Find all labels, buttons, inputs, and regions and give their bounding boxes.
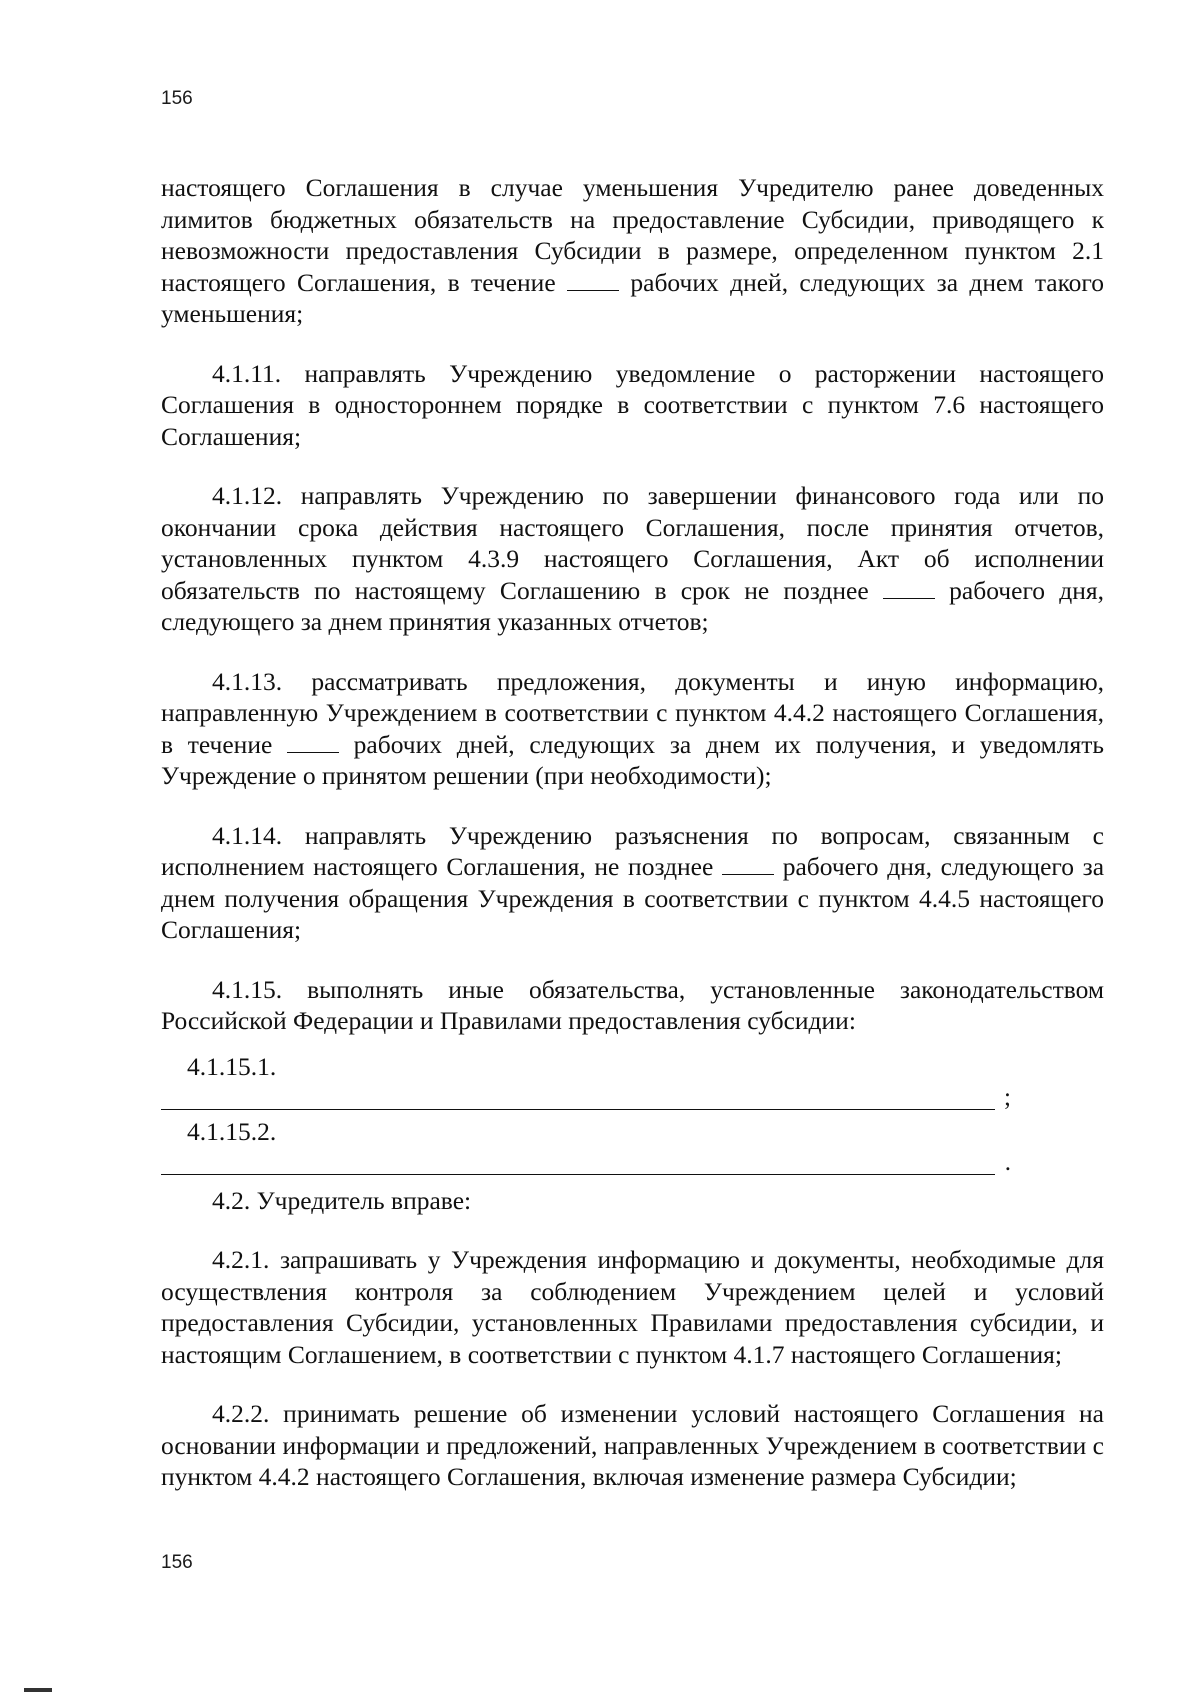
- paragraph-text: 4.1.13. рассматривать предложения, документы и иную информацию, направленную Учреждением в соответствии с пунктом 4.4.2 настоящего Соглашения, в течение: [161, 666, 1104, 759]
- fill-line-4-1-15-1: [161, 1082, 1011, 1116]
- line-end-punctuation: ;: [1004, 1084, 1011, 1111]
- page-number-bottom: 156: [161, 1552, 193, 1573]
- scan-edge-mark: [24, 1688, 52, 1692]
- clause-4-2-2: 4.2.2. принимать решение об изменении условий настоящего Соглашения на основании информации и предложений, направленных Учреждением в соответствии с пунктом 4.4.2 настоящего Соглашения, включая изменение размера Субсидии;: [161, 1399, 1104, 1491]
- paragraph-text: настоящего Соглашения в случае уменьшения Учредителю ранее доведенных лимитов бюджетных обязательств на предоставление Субсидии, приводящего к невозможности предоставления Субсидии в размере, определенном пунктом 2.1 настоящего Соглашения, в течение: [161, 173, 1104, 297]
- paragraph-text: рабочего дня, следующего за днем получения обращения Учреждения в соответствии с пунктом 4.4.5 настоящего Соглашения;: [161, 852, 1105, 944]
- blank-field: [287, 732, 339, 753]
- blank-line: [161, 1109, 995, 1110]
- clause-4-1-15: 4.1.15. выполнять иные обязательства, установленные законодательством Российской Федерации и Правилами предоставления субсидии:: [161, 974, 1104, 1035]
- paragraph-continuation: [161, 172, 1104, 330]
- clause-4-1-15-1-label: 4.1.15.1.: [187, 1051, 277, 1081]
- clause-4-2-1: 4.2.1. запрашивать у Учреждения информацию и документы, необходимые для осуществления контроля за соблюдением Учреждением целей и условий предоставления Субсидии, установленных Правилами предоставления субсидии, и настоящим Соглашением, в соответствии с пунктом 4.1.7 настоящего Соглашения;: [161, 1245, 1104, 1369]
- paragraph-text: рабочих дней, следующих за днем такого уменьшения;: [161, 267, 1105, 328]
- clause-4-1-15-2-label: 4.1.15.2.: [187, 1116, 277, 1146]
- clause-4-1-14: [161, 820, 1104, 946]
- blank-field: [567, 270, 619, 291]
- clause-4-1-12: [161, 480, 1104, 638]
- line-end-punctuation: .: [1004, 1149, 1011, 1176]
- blank-field: [722, 854, 774, 875]
- clause-4-2: 4.2. Учредитель вправе:: [212, 1185, 472, 1215]
- paragraph-text: 4.1.12. направлять Учреждению по завершении финансового года или по окончании срока действия настоящего Соглашения, после принятия отчетов, установленных пунктом 4.3.9 настоящего Соглашения, Акт об исполнении обязательств по настоящему Соглашению в срок не позднее: [161, 481, 1104, 605]
- blank-line: [161, 1174, 995, 1175]
- clause-4-1-13: [161, 666, 1104, 792]
- paragraph-text: рабочего дня, следующего за днем принятия указанных отчетов;: [161, 575, 1104, 636]
- document-body: [161, 172, 1104, 1493]
- paragraph-text: рабочих дней, следующих за днем их получения, и уведомлять Учреждение о принятом решении (при необходимости);: [161, 729, 1105, 790]
- page-number-top: 156: [161, 88, 193, 109]
- fill-line-4-1-15-2: [161, 1147, 1011, 1181]
- paragraph-text: 4.1.14. направлять Учреждению разъяснения по вопросам, связанным с исполнением настоящего Соглашения, не позднее: [161, 820, 1104, 881]
- blank-field: [883, 578, 935, 599]
- clause-4-1-11: 4.1.11. направлять Учреждению уведомление о расторжении настоящего Соглашения в одностороннем порядке в соответствии с пунктом 7.6 настоящего Соглашения;: [161, 358, 1104, 451]
